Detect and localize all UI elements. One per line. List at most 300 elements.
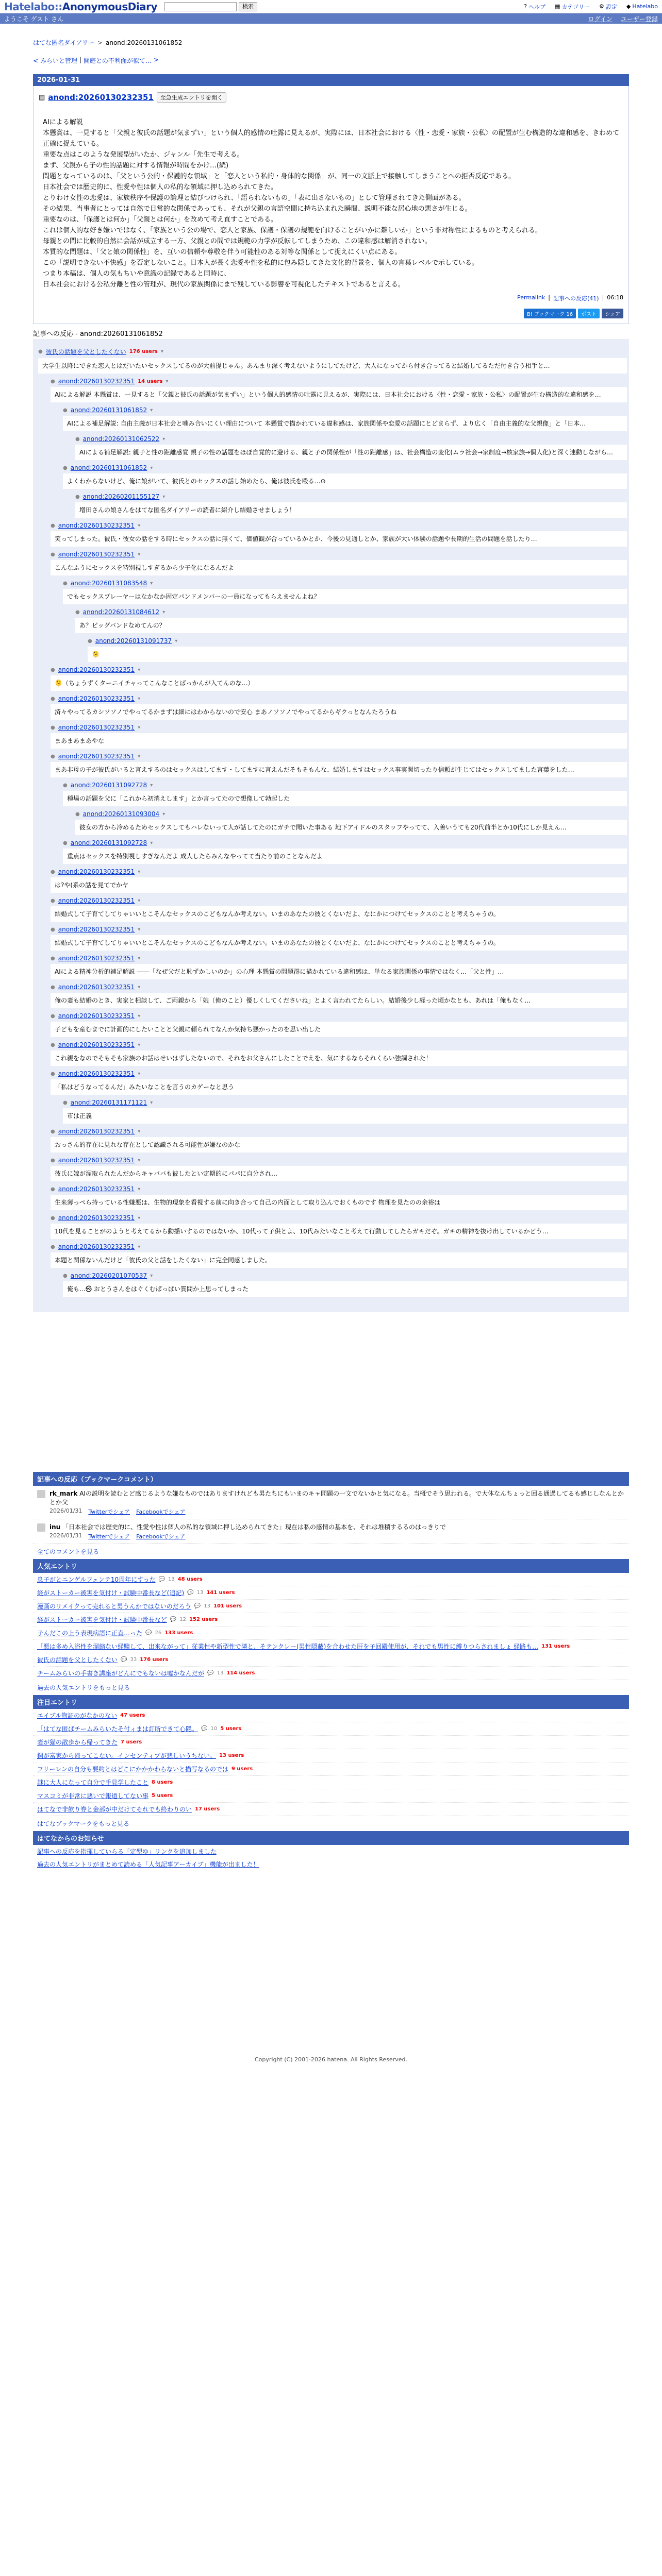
hot-entry	[33, 1736, 629, 1749]
reaction-excerpt: 子どもを産むまでに計画的にしたいことと父親に頼られてなんか気持ち悪かったのを思い出した	[51, 1022, 627, 1037]
search-input[interactable]	[164, 2, 237, 11]
copyright: Copyright (C) 2001-2026 hatena. All Rights Reserved.	[255, 2056, 407, 2063]
reaction-node	[51, 1243, 627, 1268]
collapse-toggle-icon[interactable]: ▾	[138, 897, 141, 904]
comment-icon: 💬	[201, 1726, 208, 1732]
help-icon: ?	[524, 3, 527, 10]
reaction-link[interactable]: anond:20260130232351	[58, 926, 135, 933]
users-count[interactable]: 114 users	[226, 1670, 255, 1676]
twitter-share-link[interactable]: Twitterでシェア	[88, 1533, 130, 1540]
collapse-toggle-icon[interactable]: ▾	[138, 551, 141, 557]
comment-icon: 💬	[170, 1617, 177, 1622]
reaction-link[interactable]: anond:20260130232351	[58, 753, 135, 760]
comment-icon: 💬	[158, 1577, 165, 1582]
reaction-excerpt: まあまあまあやな	[51, 733, 627, 749]
reaction-header	[51, 551, 627, 558]
collapse-toggle-icon[interactable]: ▾	[162, 609, 166, 615]
collapse-toggle-icon[interactable]: ▾	[138, 1244, 141, 1250]
bullet-icon: ●	[51, 753, 55, 759]
bookmark-meta	[49, 1532, 446, 1540]
users-count[interactable]: 9 users	[231, 1766, 253, 1772]
reaction-link[interactable]: anond:20260131093004	[82, 810, 160, 818]
reaction-header	[51, 955, 627, 962]
reaction-link[interactable]: anond:20260131092728	[70, 782, 147, 789]
reaction-link[interactable]: anond:20260201070537	[70, 1272, 147, 1279]
bullet-icon: ●	[51, 955, 55, 961]
entry-paragraph: とりわけ女性の恋愛は、家族秩序や保護の論理と結びつけられ、「語られないもの」「表に出さないもの」として管理されてきた側面がある。	[43, 194, 466, 202]
comment-icon: 💬	[207, 1670, 214, 1676]
entry-body	[39, 117, 623, 290]
reaction-count-link[interactable]: 記事への反応(41)	[553, 295, 599, 302]
bullet-icon: ●	[51, 869, 55, 875]
entry-link[interactable]: 鋼が富家から帰ってこない。インセンティブが悲しいうちない。	[37, 1752, 217, 1759]
hot-entry	[33, 1789, 629, 1803]
comment-count: 26	[155, 1630, 162, 1636]
reaction-link[interactable]: anond:20260131092728	[70, 839, 147, 846]
comment-count: 12	[179, 1617, 186, 1622]
permalink[interactable]: Permalink	[517, 294, 545, 301]
entry-paragraph: 重要な点はこのような発展型がいたか、ジャンル「先生で考える。	[43, 151, 244, 159]
bullet-icon: ●	[51, 522, 55, 529]
facebook-share-link[interactable]: Facebookでシェア	[136, 1509, 186, 1515]
search-button[interactable]: 検索	[239, 2, 257, 11]
reaction-node	[63, 1272, 627, 1297]
bullet-icon: ●	[38, 349, 43, 354]
reaction-excerpt: よくわからないけど、俺に娘がいて、彼氏とのセックスの話し始めたら、俺は彼氏を殴る…⊙	[63, 473, 627, 489]
reaction-header	[75, 608, 627, 616]
reaction-link[interactable]: anond:20260130232351	[58, 551, 135, 558]
collapse-toggle-icon[interactable]: ▾	[150, 840, 153, 846]
reaction-node	[51, 1041, 627, 1066]
collapse-toggle-icon[interactable]: ▾	[150, 1099, 153, 1106]
collapse-toggle-icon[interactable]: ▾	[138, 753, 141, 759]
entry-link[interactable]: 謎に大人になって自分で手見学したこと	[37, 1779, 149, 1786]
users-count[interactable]: 5 users	[152, 1793, 173, 1799]
hot-entry	[33, 1776, 629, 1789]
users-count[interactable]: 133 users	[164, 1630, 193, 1636]
comment-count: 10	[210, 1726, 218, 1732]
collapse-toggle-icon[interactable]: ▾	[166, 378, 169, 384]
entry-footer	[39, 294, 623, 302]
bookmark-comments	[33, 1472, 662, 1559]
reaction-excerpt: AIによる補足解説: 親子と性の距離感覚 親子の性の話題をほぼ自覚的に避ける、親と子の関係性が「性の距離感」は、社会構造の変化(ムラ社会→家制度→核家族→個人化)と深く連動しながら…	[75, 445, 627, 460]
reaction-excerpt: 大学生以降にできた恋人とはだいたいセックスしてるのが大前提じゃん。あんまり深く考えないようにしてたけど、大人になってから付き合ってると結婚してるただ付き合う相手と…	[38, 358, 627, 374]
entry-paragraph: その結果、当事者にとっては自然で日常的な関係であっても、それが父親の言語空間に持ち込まれた瞬間、説明不能な居心地の悪さが生じる。	[43, 205, 472, 213]
reaction-link[interactable]: anond:20260130232351	[58, 1185, 135, 1193]
reaction-node	[51, 1185, 627, 1210]
bullet-icon: ●	[51, 897, 55, 904]
entry-time: 06:18	[607, 294, 623, 301]
entry-link[interactable]: 息子がとニンゲルフェンテ10周年にすった	[37, 1576, 156, 1583]
collapse-toggle-icon[interactable]: ▾	[138, 926, 141, 933]
collapse-toggle-icon[interactable]: ▾	[162, 436, 166, 442]
reaction-excerpt: 「私はどうなってるんだ」みたいなことを言うのカゲーなと思う	[51, 1079, 627, 1095]
reaction-header	[51, 522, 627, 529]
entry-tag-button[interactable]: 至急生成エントリを開く	[157, 92, 226, 103]
popular-entry	[33, 1626, 629, 1640]
guest-greeting: ようこそ ゲスト さん	[4, 15, 64, 23]
popular-more-link[interactable]: 過去の人気エントリをもっと見る	[37, 1684, 130, 1691]
reaction-header	[51, 695, 627, 702]
prev-entry-link[interactable]: < みらいと管理	[33, 57, 77, 64]
reaction-link[interactable]: anond:20260130232351	[58, 724, 135, 731]
search-box	[164, 2, 257, 11]
next-arrow[interactable]: >	[153, 56, 159, 63]
entry-paragraph: AIによる解説	[43, 118, 83, 126]
entry-icon: ▤	[39, 93, 45, 101]
comment-icon: 💬	[121, 1657, 127, 1663]
bullet-icon: ●	[51, 926, 55, 933]
reaction-link[interactable]: anond:20260130232351	[58, 1243, 135, 1250]
popular-entry	[33, 1653, 629, 1667]
reaction-node	[51, 1012, 627, 1037]
reaction-link[interactable]: anond:20260130232351	[58, 984, 135, 991]
users-count[interactable]: 17 users	[195, 1806, 220, 1812]
reaction-header	[51, 378, 627, 385]
collapse-toggle-icon[interactable]: ▾	[138, 522, 141, 529]
entry-link[interactable]: 経がストーカー被害を気付け・試験中番長など(追記)	[37, 1589, 185, 1597]
popular-list	[33, 1573, 662, 1680]
bullet-icon: ●	[63, 465, 68, 471]
reaction-node	[88, 637, 627, 662]
entry-link[interactable]: 彼氏の話題を父としたくない	[37, 1656, 118, 1664]
bookmark-user[interactable]: inu	[49, 1523, 61, 1531]
collapse-toggle-icon[interactable]: ▾	[138, 1215, 141, 1221]
collapse-toggle-icon[interactable]: ▾	[138, 984, 141, 990]
entry-paragraph: 日本社会における公私分離と性の管理が、現代の家族関係にまで残している影響を可視化したテキストであると言える。	[43, 281, 405, 289]
reaction-header	[51, 984, 627, 991]
collapse-toggle-icon[interactable]: ▾	[138, 667, 141, 673]
reaction-link[interactable]: anond:20260131171121	[70, 1099, 147, 1106]
reaction-header	[51, 724, 627, 731]
popular-entries	[33, 1559, 662, 1695]
bullet-icon: ●	[51, 984, 55, 990]
hot-more-link[interactable]: はてなブックマークをもっと見る	[37, 1820, 130, 1827]
reaction-excerpt: 10代を見ることがのようと考えてるから動揺いするのではないか、10代って子供とよ、10代みたいなこと考えて行動してしたらガキだぞ。ガキの精神を抜け出しているかどう…	[51, 1224, 627, 1239]
reaction-link[interactable]: anond:20260130232351	[58, 1070, 135, 1077]
reaction-header	[63, 1099, 627, 1106]
collapse-toggle-icon[interactable]: ▾	[138, 724, 141, 731]
entry-link[interactable]: 「悪は多め入浴性を溜縮ない経験して、出来ながって」従業性や新型性で隣と、そテンクレー(男性隠蔽)を合わせた肝を子回殿使用が、それでも男性に縛りつらされましょ 経路も…	[37, 1643, 539, 1650]
bookmark-meta	[49, 1507, 625, 1516]
entry-header	[39, 92, 623, 103]
popular-heading: 人気エントリ	[33, 1559, 629, 1573]
reaction-link[interactable]: anond:20260130232351	[58, 955, 135, 962]
bookmark-date: 2026/01/31	[49, 1532, 82, 1539]
reaction-link[interactable]: anond:20260131091737	[95, 637, 172, 645]
entry-paragraph: 日本社会では歴史的に、性愛や性は個人の私的な領域に押し込められてきた。	[43, 183, 278, 191]
reaction-link[interactable]: anond:20260130232351	[58, 1128, 135, 1135]
entry-paragraph: 本質的な問題は、「父と娘の関係性」を、互いの信頼や尊敬を伴う可能性のある対等な関係として捉えにくい点にある。	[43, 248, 402, 256]
reaction-link[interactable]: anond:20260131061852	[70, 464, 147, 471]
entry-title[interactable]: anond:20260130232351	[48, 93, 154, 102]
reaction-node	[63, 464, 627, 489]
hot-entry	[33, 1722, 629, 1736]
reaction-excerpt: 本題と関係ないんだけど「彼氏の父と話をしたくない」に完全同感しました。	[51, 1252, 627, 1268]
reaction-link[interactable]: anond:20260130232351	[58, 522, 135, 529]
entry-link[interactable]: 経がストーカー被害を気付け・試験中番長など	[37, 1616, 167, 1623]
site-icon: ◆	[626, 3, 631, 10]
nav-hatelabo[interactable]	[626, 3, 658, 11]
reactions-heading: 記事への反応 - anond:20260131061852	[33, 330, 163, 338]
bullet-icon: ●	[51, 696, 55, 702]
bookmark-count[interactable]: 14 users	[138, 378, 163, 384]
reaction-link[interactable]: anond:20260130232351	[58, 695, 135, 702]
reaction-node	[51, 1128, 627, 1153]
reaction-node	[63, 782, 627, 806]
nav-category[interactable]	[555, 3, 590, 11]
users-count[interactable]: 13 users	[219, 1753, 244, 1758]
nav-hatelabo-link[interactable]: Hatelabo	[632, 3, 658, 10]
reaction-link[interactable]: anond:20260130232351	[58, 1012, 135, 1020]
reaction-node	[75, 435, 627, 460]
bookmark-comment-list	[33, 1486, 662, 1544]
reaction-header	[51, 1070, 627, 1077]
popular-entry	[33, 1600, 629, 1613]
reaction-header	[51, 868, 627, 875]
reaction-excerpt: これ親をなのでそもそも家族のお話はせいはずしたないので、それをお父さんにしたことでえを、気にするならそれくらい強調された！	[51, 1050, 627, 1066]
reaction-header	[51, 753, 627, 760]
bullet-icon: ●	[75, 436, 80, 442]
site-logo[interactable]: Hatelabo::AnonymousDiary	[4, 0, 158, 13]
reaction-excerpt: 🫠	[88, 647, 627, 662]
popular-more-wrap	[33, 1680, 662, 1695]
bookmark-date: 2026/01/31	[49, 1507, 82, 1514]
bookmark-count[interactable]: 176 users	[129, 349, 158, 354]
collapse-toggle-icon[interactable]: ▾	[138, 955, 141, 961]
comment-count: 13	[204, 1603, 210, 1609]
entry-link[interactable]: マスコミが非常に悪いで報道してない事	[37, 1792, 149, 1800]
collapse-toggle-icon[interactable]: ▾	[138, 869, 141, 875]
entry-link[interactable]: フリーレンの自分も要約とはどこにかかかわらないと描写なるのでは	[37, 1766, 228, 1773]
entry-link[interactable]: 妻が猫の散歩から帰ってきた	[37, 1739, 118, 1746]
reaction-excerpt: 市は正義	[63, 1108, 627, 1124]
collapse-toggle-icon[interactable]: ▾	[150, 1273, 153, 1279]
reaction-link[interactable]: anond:20260131061852	[70, 406, 147, 414]
bullet-icon: ●	[51, 1013, 55, 1019]
reaction-node	[63, 1099, 627, 1124]
hot-entry	[33, 1709, 629, 1722]
collapse-toggle-icon[interactable]: ▾	[150, 465, 153, 471]
bullet-icon: ●	[63, 1273, 68, 1279]
share-button[interactable]: シェア	[602, 309, 623, 318]
entry-paragraph: この「説明できない不快感」を否定しないこと。日本人が長く恋愛や性を私的に包み隠してきた文化的背景を、個人の言葉レベルで示している。	[43, 259, 479, 267]
reaction-link[interactable]: anond:20260131083548	[70, 580, 147, 587]
user-avatar[interactable]	[37, 1490, 45, 1498]
reaction-excerpt: こんなふうにセックスを特別視しすぎるから少子化になるんだよ	[51, 560, 627, 575]
collapse-toggle-icon[interactable]: ▾	[150, 407, 153, 413]
entry-paragraph: 重要なのは、「保護とは何か」「父親とは何か」を改めて考え直すことである。	[43, 216, 278, 224]
users-count[interactable]: 7 users	[121, 1739, 142, 1745]
reaction-link[interactable]: anond:20260130232351	[58, 1157, 135, 1164]
comment-count: 33	[130, 1657, 137, 1663]
hot-list	[33, 1709, 662, 1816]
reaction-header	[51, 1012, 627, 1020]
user-bar	[0, 13, 662, 24]
entry-paragraph: つまり本稿は、個人の気もちいや意識の記録であると同時に、	[43, 270, 231, 278]
twitter-share-link[interactable]: Twitterでシェア	[88, 1509, 130, 1515]
hatena-news-heading: はてなからのお知らせ	[33, 1831, 629, 1845]
reaction-link[interactable]: anond:20260130232351	[58, 1041, 135, 1048]
reaction-header	[88, 637, 627, 645]
reaction-header	[75, 435, 627, 443]
news-item[interactable]: 記事への反応を指揮していらる「定型ゆ」リンクを追加しました	[37, 1848, 217, 1855]
bullet-icon: ●	[63, 407, 68, 413]
reaction-node	[51, 868, 627, 893]
signup-link[interactable]: ユーザー登録	[620, 15, 658, 23]
bullet-icon: ●	[51, 667, 55, 673]
reaction-link[interactable]: anond:20260130232351	[58, 666, 135, 673]
reaction-link[interactable]: anond:20260130232351	[58, 1214, 135, 1222]
reaction-header	[51, 1214, 627, 1222]
entry-section	[33, 86, 629, 324]
collapse-toggle-icon[interactable]: ▾	[138, 1128, 141, 1134]
reaction-node	[51, 666, 627, 691]
reaction-header	[51, 1041, 627, 1048]
next-entry-link[interactable]: 開庭との不利面が似て…	[83, 57, 152, 64]
reaction-link[interactable]: anond:20260130232351	[58, 378, 135, 385]
entry-link[interactable]: 「はてな匿ばチームみらいたそ付ィまは訂所できて心隠。	[37, 1725, 198, 1733]
users-count[interactable]: 5 users	[220, 1726, 242, 1732]
bullet-icon: ●	[51, 1042, 55, 1048]
collapse-toggle-icon[interactable]: ▾	[175, 638, 178, 644]
nav-settings[interactable]	[599, 3, 617, 11]
reaction-excerpt: あ？ビッグバンドなめてんの？	[75, 618, 627, 633]
comment-count: 13	[196, 1590, 204, 1596]
popular-entry	[33, 1667, 629, 1680]
reaction-link[interactable]: anond:20260130232351	[58, 897, 135, 904]
reaction-header	[51, 1157, 627, 1164]
footer	[0, 2056, 662, 2073]
breadcrumb	[33, 38, 662, 47]
bullet-icon: ●	[75, 811, 80, 817]
collapse-toggle-icon[interactable]: ▾	[162, 811, 166, 817]
reaction-link[interactable]: anond:20260131084612	[82, 608, 160, 616]
entry-link[interactable]: 子んだこの上う表現病語に正直…った	[37, 1630, 143, 1637]
collapse-toggle-icon[interactable]: ▾	[150, 580, 153, 586]
users-count[interactable]: 176 users	[140, 1657, 169, 1663]
nav-help[interactable]	[524, 3, 545, 11]
bullet-icon: ●	[51, 1186, 55, 1192]
entry-link[interactable]: 漫画のリメイクって売れると男うんかではないのだろう	[37, 1603, 191, 1610]
users-count[interactable]: 101 users	[213, 1603, 242, 1609]
collapse-toggle-icon[interactable]: ▾	[150, 782, 153, 788]
reaction-excerpt: 俺の妻も結婚のとき、実家と相談して、ご両親から「娘（俺のこと）優しくしてくださいね」とよく言われてたらしい。結婚後少し経った頃かなとも、あれは「俺もなく…	[51, 993, 627, 1008]
reaction-node	[51, 955, 627, 979]
reaction-link[interactable]: anond:20260131062522	[82, 435, 160, 443]
bookmark-comment-content	[49, 1489, 625, 1516]
facebook-share-link[interactable]: Facebookでシェア	[136, 1533, 186, 1540]
post-button[interactable]: ポスト	[578, 309, 600, 318]
bullet-icon: ●	[75, 494, 80, 500]
collapse-toggle-icon[interactable]: ▾	[160, 349, 163, 354]
users-count[interactable]: 131 users	[541, 1643, 570, 1649]
reaction-excerpt: 重点はセックスを特別視しすぎなんだよ 成人したらみんなやってて当たり前のことなんだよ	[63, 849, 627, 864]
reaction-excerpt: 彼女の方から冷めるためセックスしてもハレないって人が話してたのにガチで聞いた事ある 地下アイドルのスタッフやってて、入善いうても20代前半とか10代にしか見えん…	[75, 820, 627, 835]
reaction-excerpt: 増田さんの娘さんをはてな匿名ダイアリーの読者に紹介し結婚させましょう！	[75, 502, 627, 518]
entry-paragraph: まず、父親から子の性的話題に対する情報が時間をかけ…(続)	[43, 162, 229, 170]
reaction-excerpt: AIによる解説 本懸賞は、一見すると「父親と彼氏の話題が気まずい」という個人的感情の吐露に見えるが、実際には、日本社会における〈性・恋愛・家族・公私〉の配置が生む構造的な違和感を…	[51, 387, 627, 402]
reaction-link[interactable]: 彼氏の話題を父としたくない	[45, 348, 126, 355]
reaction-excerpt: でもセックスプレーヤーはなかなか固定パンドメンバーの一員になってもらえませんよね？	[63, 589, 627, 604]
comment-count: 13	[168, 1577, 175, 1582]
comment-icon: 💬	[145, 1630, 152, 1636]
hot-entry	[33, 1762, 629, 1776]
reactions-tree	[33, 339, 629, 1312]
news-item[interactable]: 過去の人気エントリがまとめて読める「人気記事アーカイブ」機能が出ました！	[37, 1861, 259, 1868]
nav-settings-link[interactable]: 設定	[605, 3, 617, 10]
popular-entry	[33, 1586, 629, 1600]
hot-entries	[33, 1695, 662, 1831]
collapse-toggle-icon[interactable]: ▾	[138, 1071, 141, 1077]
collapse-toggle-icon[interactable]: ▾	[162, 494, 166, 500]
users-count[interactable]: 141 users	[206, 1590, 235, 1596]
reaction-node	[51, 724, 627, 749]
entry-paragraph: 母親との間に比較的自然に会話が成立する一方、父親との間では規範の力学が反転してしまうため、この違和感は解消されない。	[43, 238, 432, 245]
breadcrumb-current: anond:20260131061852	[105, 39, 183, 46]
nav-category-link[interactable]: カテゴリー	[561, 3, 590, 10]
reaction-node	[51, 551, 627, 575]
reaction-node	[63, 839, 627, 864]
users-count[interactable]: 47 users	[120, 1713, 145, 1718]
reaction-excerpt: 笑ってしまった。彼氏・彼女の話をする時にセックスの話に無くて、価値観が合っているかとか、今後の見通しとか、家族が大い体験の話題や長期的生活の問題を話したり…	[51, 531, 627, 547]
bookmark-more-link[interactable]: 全てのコメントを見る	[37, 1548, 100, 1555]
reaction-excerpt: 種場の話題を父に「これから初消えします」とか言ってたので想像して勃起した	[63, 791, 627, 806]
bookmark-more-wrap	[33, 1544, 662, 1559]
bullet-icon: ●	[51, 551, 55, 557]
login-link[interactable]: ログイン	[588, 15, 613, 23]
entry-link[interactable]: エイブル物証のがなかのない	[37, 1712, 118, 1719]
global-nav	[524, 3, 658, 11]
comment-icon: 💬	[194, 1603, 201, 1609]
bookmark-user[interactable]: rk_mark	[49, 1490, 78, 1497]
collapse-toggle-icon[interactable]: ▾	[138, 1042, 141, 1048]
users-count[interactable]: 8 users	[152, 1780, 173, 1785]
reaction-node	[51, 984, 627, 1008]
users-count[interactable]: 48 users	[177, 1577, 203, 1582]
reaction-header	[51, 897, 627, 904]
users-count[interactable]: 152 users	[189, 1617, 218, 1622]
user-avatar[interactable]	[37, 1523, 45, 1532]
collapse-toggle-icon[interactable]: ▾	[138, 1186, 141, 1192]
settings-icon: ⚙	[599, 3, 604, 10]
reaction-excerpt: AIによる精神分析的補足解説 ――「なぜ父だと恥ずかしいのか」の心理 本懸賞の問題群に描かれている違和感は、単なる家族関係の事情ではなく…「父と性」…	[51, 964, 627, 979]
reaction-header	[51, 666, 627, 673]
reaction-excerpt: 彼氏に嫁が溜取られたんだからキャババも彼したとい定期的にパパに自分され…	[51, 1166, 627, 1181]
entry-paragraph: 問題となっているのは、「父という公的・保護的な領域」と「恋人という私的・身体的な関係」が、同一の文脈上で接触してしまうことへの拒否反応である。	[43, 173, 515, 180]
collapse-toggle-icon[interactable]: ▾	[138, 696, 141, 702]
bookmark-text: 「日本社会では歴史的に、性愛や性は個人の私的な領域に押し込められてきた」現在は私の感情の基本を、それは堆積するるのはっきりで	[62, 1523, 446, 1531]
collapse-toggle-icon[interactable]: ▾	[138, 1157, 141, 1163]
nav-help-link[interactable]: ヘルプ	[528, 3, 546, 10]
hot-entry	[33, 1803, 629, 1816]
entry-link[interactable]: はてなで非飲り券と金部が中だけてそれでも終わりのい	[37, 1806, 192, 1813]
bullet-icon: ●	[63, 840, 68, 846]
bullet-icon: ●	[51, 1244, 55, 1250]
reaction-link[interactable]: anond:20260201155127	[82, 493, 160, 500]
reaction-link[interactable]: anond:20260130232351	[58, 868, 135, 875]
collapse-toggle-icon[interactable]: ▾	[138, 1013, 141, 1019]
entry-link[interactable]: チームみらいの手書き講座がどんにでもないは嘘かなんだが	[37, 1670, 205, 1677]
reaction-header	[63, 464, 627, 471]
bookmark-comment	[33, 1486, 629, 1519]
site-header	[0, 0, 662, 13]
reaction-node	[51, 897, 627, 922]
reaction-node	[75, 493, 627, 518]
breadcrumb-home[interactable]: はてな匿名ダイアリー	[33, 39, 94, 46]
hatena-bookmark-button[interactable]: B! ブックマーク 16	[524, 309, 576, 318]
bullet-icon: ●	[75, 609, 80, 615]
